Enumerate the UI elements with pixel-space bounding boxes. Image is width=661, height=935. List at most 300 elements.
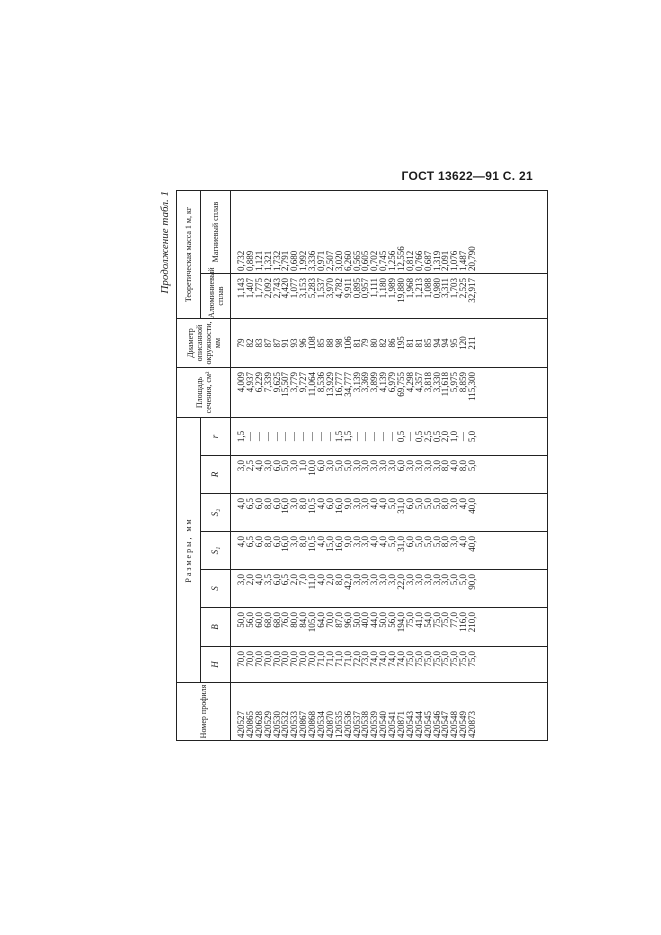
cell-b: 77,0 — [449, 612, 460, 628]
cell-s2: 6,0 — [324, 498, 335, 510]
cell-profile-number: 420543 — [404, 711, 415, 738]
cell-h: 71,0 — [316, 651, 327, 667]
cell-s: 4,0 — [316, 574, 327, 586]
cell-b: 75,0 — [404, 612, 415, 628]
cell-diameter: 86 — [387, 338, 398, 348]
cell-h: 75,0 — [458, 651, 469, 667]
cell-s2: 16,0 — [280, 498, 291, 514]
cell-h: 70,0 — [289, 651, 300, 667]
cell-h: 74,0 — [387, 651, 398, 667]
cell-aluminum: 3,970 — [324, 278, 335, 299]
cell-magnesium: 6,260 — [342, 250, 353, 271]
column-s2 — [231, 494, 548, 532]
cell-profile-number: 420546 — [431, 711, 442, 738]
cell-s: 6,5 — [280, 574, 291, 586]
cell-r: 0,5 — [413, 430, 424, 443]
cell-h: 70,0 — [271, 651, 282, 667]
cell-b: 210,0 — [467, 612, 478, 633]
cell-area: 11,064 — [307, 372, 318, 397]
cell-aluminum: 1,213 — [413, 278, 424, 299]
cell-profile-number: 420541 — [387, 711, 398, 738]
cell-r: 3,0 — [289, 460, 300, 472]
cell-diameter: 96 — [298, 338, 309, 348]
cell-aluminum: 1,088 — [422, 278, 433, 299]
cell-area: 3,139 — [351, 372, 362, 393]
cell-b: 64,0 — [316, 612, 327, 628]
cell-r: — — [280, 432, 291, 441]
cell-area: 8,859 — [458, 372, 469, 393]
cell-r: 8,0 — [458, 460, 469, 472]
cell-diameter: 94 — [431, 338, 442, 348]
cell-profile-number: 420538 — [360, 711, 371, 738]
cell-h: 74,0 — [369, 651, 380, 667]
column-aluminum — [231, 274, 548, 319]
cell-b: 75,0 — [431, 612, 442, 628]
cell-b: 70,0 — [324, 612, 335, 628]
cell-b: 50,0 — [351, 612, 362, 628]
cell-s2: 3,0 — [289, 498, 300, 510]
cell-h: 70,0 — [244, 651, 255, 667]
cell-s1: 8,0 — [262, 536, 273, 548]
cell-h: 75,0 — [413, 651, 424, 667]
cell-s1: 10,5 — [307, 536, 318, 552]
cell-profile-number: 420527 — [236, 711, 246, 738]
cell-r: 1,0 — [449, 430, 460, 443]
cell-s1: 40,0 — [467, 536, 478, 552]
header-s1: S₁ — [201, 532, 231, 570]
cell-h: 75,0 — [422, 651, 433, 667]
cell-area: 13,929 — [324, 372, 335, 397]
cell-s2: 4,0 — [458, 498, 469, 510]
cell-profile-number: 420628 — [253, 711, 264, 738]
cell-magnesium: 20,790 — [467, 246, 478, 271]
cell-s2: 9,0 — [342, 498, 353, 510]
cell-s1: 6,0 — [271, 536, 282, 548]
cell-magnesium: 0,812 — [404, 250, 415, 271]
cell-s2: 31,0 — [396, 498, 407, 514]
cell-s: 42,0 — [342, 574, 353, 590]
cell-s: 2,0 — [244, 574, 255, 586]
cell-area: 4,298 — [404, 372, 415, 393]
cell-area: 3,369 — [360, 372, 371, 393]
cell-b: 116,0 — [458, 612, 469, 632]
cell-aluminum: 1,143 — [236, 278, 246, 299]
cell-s: 3,0 — [236, 574, 246, 586]
cell-area: 16,777 — [333, 372, 344, 397]
cell-s1: 6,0 — [253, 536, 264, 548]
cell-area: 6,229 — [253, 372, 264, 393]
cell-aluminum: 1,775 — [253, 278, 264, 299]
cell-r: 6,0 — [271, 460, 282, 472]
cell-diameter: 85 — [422, 338, 433, 348]
cell-s: 5,0 — [458, 574, 469, 586]
header-b: B — [201, 608, 231, 647]
cell-magnesium: 2,791 — [280, 250, 291, 271]
cell-r: 3,0 — [378, 460, 389, 472]
cell-b: 80,0 — [289, 612, 300, 628]
cell-profile-number: 420549 — [458, 711, 469, 738]
cell-h: 70,0 — [236, 651, 246, 667]
cell-aluminum: 2,092 — [262, 278, 273, 299]
cell-profile-number: 420545 — [422, 711, 433, 738]
cell-profile-number: 420548 — [449, 711, 460, 738]
cell-r: 1,0 — [298, 460, 309, 472]
cell-h: 71,0 — [333, 651, 344, 667]
cell-diameter: 81 — [404, 338, 415, 348]
cell-s1: 6,0 — [404, 536, 415, 548]
cell-r: 1,5 — [236, 430, 246, 443]
cell-s: 6,0 — [271, 574, 282, 586]
cell-r: 0,5 — [396, 430, 407, 443]
cell-aluminum: 5,283 — [307, 278, 318, 299]
cell-magnesium: 0,702 — [369, 250, 380, 271]
cell-s1: 3,0 — [351, 536, 362, 548]
cell-s2: 5,0 — [431, 498, 442, 510]
cell-diameter: 106 — [342, 336, 353, 350]
header-aluminum: Алюминиевый сплав — [201, 274, 231, 319]
cell-aluminum: 1,180 — [378, 278, 389, 299]
cell-aluminum: 1,077 — [289, 278, 300, 299]
column-area — [231, 368, 548, 418]
column-s — [231, 570, 548, 608]
cell-h: 70,0 — [253, 651, 264, 667]
cell-s: 3,0 — [360, 574, 371, 586]
header-s: S — [201, 570, 231, 608]
cell-b: 194,0 — [396, 612, 407, 633]
cell-area: 4,357 — [413, 372, 424, 393]
cell-profile-number: 420533 — [289, 711, 300, 738]
cell-profile-number: 120535 — [333, 711, 344, 738]
header-area: Площадь сечения, см² — [177, 368, 231, 418]
cell-h: 73,0 — [360, 651, 371, 667]
cell-r: 4,0 — [253, 460, 264, 472]
cell-b: 40,0 — [360, 612, 371, 628]
cell-magnesium: 1,321 — [262, 250, 273, 271]
cell-diameter: 82 — [378, 338, 389, 348]
cell-aluminum: 4,420 — [280, 278, 291, 299]
cell-s: 3,0 — [404, 574, 415, 586]
cell-diameter: 88 — [324, 338, 335, 348]
header-magnesium: Магниевый сплав — [201, 190, 231, 273]
cell-r: 3,0 — [422, 460, 433, 472]
cell-r: 1,5 — [333, 430, 344, 443]
cell-magnesium: 1,319 — [431, 250, 442, 271]
cell-h: 75,0 — [467, 651, 478, 667]
cell-r: 4,0 — [449, 460, 460, 472]
cell-r: 3,0 — [324, 460, 335, 472]
cell-area: 8,536 — [316, 372, 327, 393]
cell-r: — — [316, 432, 327, 441]
cell-s2: 5,0 — [413, 498, 424, 510]
cell-r: — — [253, 432, 264, 441]
cell-s1: 4,0 — [316, 536, 327, 548]
cell-s: 4,0 — [253, 574, 264, 586]
column-h — [231, 647, 548, 683]
cell-magnesium: 0,565 — [351, 250, 362, 271]
cell-b: 50,0 — [378, 612, 389, 628]
cell-magnesium: 0,766 — [413, 250, 424, 271]
cell-s: 2,0 — [324, 574, 335, 586]
cell-magnesium: 0,732 — [236, 250, 246, 271]
cell-magnesium: 3,336 — [307, 250, 318, 271]
cell-s1: 4,0 — [236, 536, 246, 548]
cell-magnesium: 1,121 — [253, 250, 264, 271]
page-header: ГОСТ 13622—91 С. 21 — [401, 169, 533, 183]
cell-profile-number: 420871 — [396, 711, 407, 738]
cell-area: 9,727 — [298, 372, 309, 393]
cell-diameter: 211 — [467, 336, 478, 350]
cell-s2: 5,0 — [422, 498, 433, 510]
cell-r: 2,5 — [422, 430, 433, 443]
cell-r: — — [378, 432, 389, 441]
cell-diameter: 80 — [369, 338, 380, 348]
cell-r: 5,0 — [280, 460, 291, 472]
cell-area: 4,139 — [378, 372, 389, 393]
cell-r: 2,0 — [440, 430, 451, 443]
cell-area: 6,979 — [387, 372, 398, 393]
cell-aluminum: 1,703 — [449, 278, 460, 299]
cell-s1: 4,0 — [378, 536, 389, 548]
cell-b: 68,0 — [262, 612, 273, 628]
cell-r: 0,5 — [431, 430, 442, 443]
cell-aluminum: 3,311 — [440, 278, 451, 298]
cell-area: 15,507 — [280, 372, 291, 397]
cell-magnesium: 12,556 — [396, 246, 407, 271]
cell-b: 50,0 — [236, 612, 246, 628]
cell-s: 2,0 — [289, 574, 300, 586]
cell-magnesium: 1,732 — [271, 250, 282, 271]
cell-area: 3,899 — [369, 372, 380, 393]
cell-profile-number: 420536 — [342, 711, 353, 738]
cell-r: — — [324, 432, 335, 441]
cell-aluminum: 9,911 — [342, 278, 353, 298]
cell-aluminum: 32,917 — [467, 278, 478, 303]
cell-s1: 4,0 — [369, 536, 380, 548]
cell-r: 3,0 — [262, 460, 273, 472]
column-magnesium — [231, 190, 548, 273]
cell-s2: 10,5 — [307, 498, 318, 514]
cell-s1: 3,0 — [360, 536, 371, 548]
cell-profile-number: 420539 — [369, 711, 380, 738]
cell-profile-number: 420867 — [298, 711, 309, 738]
cell-r: 1,5 — [342, 430, 353, 443]
cell-r: — — [351, 432, 362, 441]
cell-r: — — [271, 432, 282, 441]
cell-b: 84,0 — [298, 612, 309, 628]
cell-s1: 31,0 — [396, 536, 407, 552]
cell-diameter: 81 — [351, 338, 362, 348]
cell-r: 3,0 — [351, 460, 362, 472]
cell-s: 3,0 — [369, 574, 380, 586]
cell-diameter: 108 — [307, 336, 318, 350]
cell-r: 3,0 — [404, 460, 415, 472]
cell-h: 72,0 — [351, 651, 362, 667]
cell-area: 34,777 — [342, 372, 353, 397]
cell-r: 5,0 — [467, 430, 478, 443]
cell-b: 105,0 — [307, 612, 318, 633]
cell-s2: 8,0 — [440, 498, 451, 510]
cell-r: 5,0 — [342, 460, 353, 472]
cell-h: 70,0 — [298, 651, 309, 667]
cell-aluminum: 1,111 — [369, 278, 380, 298]
cell-aluminum: 4,782 — [333, 278, 344, 299]
cell-r: — — [262, 432, 273, 441]
cell-aluminum: 0,980 — [431, 278, 442, 299]
cell-diameter: 87 — [271, 338, 282, 348]
header-dimensions-group: Размеры, мм — [177, 418, 201, 683]
cell-diameter: 95 — [449, 338, 460, 348]
cell-s2: 8,0 — [298, 498, 309, 510]
cell-s2: 40,0 — [467, 498, 478, 514]
cell-s1: 5,0 — [422, 536, 433, 548]
column-s1 — [231, 532, 548, 570]
cell-aluminum: 2,743 — [271, 278, 282, 299]
cell-r: — — [404, 432, 415, 441]
cell-area: 4,937 — [244, 372, 255, 393]
cell-b: 75,0 — [440, 612, 451, 628]
cell-s: 8,0 — [333, 574, 344, 586]
cell-s1: 5,0 — [413, 536, 424, 548]
cell-r: — — [369, 432, 380, 441]
header-h: H — [201, 647, 231, 683]
cell-s: 3,0 — [422, 574, 433, 586]
cell-h: 74,0 — [396, 651, 407, 667]
cell-r: — — [298, 432, 309, 441]
cell-aluminum: 3,153 — [298, 278, 309, 299]
cell-s: 3,5 — [262, 574, 273, 586]
cell-s1: 16,0 — [333, 536, 344, 552]
cell-s1: 5,0 — [431, 536, 442, 548]
cell-s1: 8,0 — [440, 536, 451, 548]
cell-diameter: 98 — [333, 338, 344, 348]
cell-area: 4,009 — [236, 372, 246, 393]
cell-diameter: 195 — [396, 336, 407, 350]
cell-r: 8,0 — [440, 460, 451, 472]
cell-s2: 4,0 — [378, 498, 389, 510]
cell-s: 3,0 — [431, 574, 442, 586]
cell-diameter: 94 — [440, 338, 451, 348]
cell-s1: 9,0 — [342, 536, 353, 548]
cell-profile-number: 420537 — [351, 711, 362, 738]
cell-area: 5,975 — [449, 372, 460, 393]
cell-r: — — [387, 432, 398, 441]
cell-profile-number: 420547 — [440, 711, 451, 738]
cell-area: 9,625 — [271, 372, 282, 393]
cell-h: 70,0 — [262, 651, 273, 667]
cell-r: 3,0 — [387, 460, 398, 472]
cell-r: 3,0 — [236, 460, 246, 472]
cell-profile-number: 420540 — [378, 711, 389, 738]
cell-s: 3,0 — [387, 574, 398, 586]
cell-b: 41,0 — [413, 612, 424, 628]
cell-magnesium: 0,680 — [289, 250, 300, 271]
cell-magnesium: 2,091 — [440, 250, 451, 271]
cell-s1: 15,0 — [324, 536, 335, 552]
cell-b: 56,0 — [387, 612, 398, 628]
cell-magnesium: 1,992 — [298, 250, 309, 271]
cell-profile-number: 420544 — [413, 711, 424, 738]
column-r-small — [231, 418, 548, 456]
cell-diameter: 79 — [360, 338, 371, 348]
cell-magnesium: 1,256 — [387, 250, 398, 271]
cell-profile-number: 420873 — [467, 711, 478, 738]
cell-h: 70,0 — [307, 651, 318, 667]
cell-magnesium: 0,889 — [244, 250, 255, 271]
cell-r: — — [307, 432, 318, 441]
cell-r: 3,0 — [360, 460, 371, 472]
cell-s: 3,0 — [378, 574, 389, 586]
cell-h: 75,0 — [404, 651, 415, 667]
cell-s2: 5,0 — [387, 498, 398, 510]
cell-h: 70,0 — [280, 651, 291, 667]
cell-h: 75,0 — [431, 651, 442, 667]
cell-s: 3,0 — [440, 574, 451, 586]
cell-s1: 4,0 — [458, 536, 469, 548]
cell-profile-number: 420868 — [307, 711, 318, 738]
cell-b: 56,0 — [244, 612, 255, 628]
cell-b: 76,0 — [280, 612, 291, 628]
cell-diameter: 82 — [244, 338, 255, 348]
cell-profile-number: 420532 — [280, 711, 291, 738]
cell-r: — — [289, 432, 300, 441]
cell-s: 3,0 — [413, 574, 424, 586]
cell-r: — — [360, 432, 371, 441]
cell-aluminum: 0,895 — [351, 278, 362, 299]
cell-profile-number: 420870 — [324, 711, 335, 738]
cell-magnesium: 2,507 — [324, 250, 335, 271]
cell-magnesium: 0,687 — [422, 250, 433, 271]
cell-b: 60,0 — [253, 612, 264, 628]
cell-aluminum: 1,968 — [404, 278, 415, 299]
cell-b: 68,0 — [271, 612, 282, 628]
cell-s2: 3,0 — [351, 498, 362, 510]
cell-aluminum: 1,537 — [316, 278, 327, 299]
cell-area: 7,339 — [262, 372, 273, 393]
cell-area: 3,330 — [431, 372, 442, 393]
cell-profile-number: 420534 — [316, 711, 327, 738]
cell-profile-number: 420530 — [271, 711, 282, 738]
cell-s1: 6,5 — [244, 536, 255, 548]
rotated-table-block — [158, 191, 548, 741]
cell-diameter: 91 — [280, 338, 291, 348]
column-profile-number — [231, 683, 548, 741]
header-r-large: R — [201, 456, 231, 494]
cell-r: 10,0 — [307, 460, 318, 476]
cell-b: 54,0 — [422, 612, 433, 628]
cell-r: — — [244, 432, 255, 441]
cell-r: 6,0 — [396, 460, 407, 472]
cell-s2: 4,0 — [236, 498, 246, 510]
cell-r: 5,0 — [467, 460, 478, 472]
cell-diameter: 87 — [262, 338, 273, 348]
cell-s2: 6,5 — [244, 498, 255, 510]
cell-s1: 8,0 — [298, 536, 309, 548]
cell-diameter: 93 — [289, 338, 300, 348]
cell-aluminum: 1,989 — [387, 278, 398, 299]
cell-s1: 3,0 — [289, 536, 300, 548]
cell-h: 75,0 — [449, 651, 460, 667]
cell-profile-number: 420865 — [244, 711, 255, 738]
cell-magnesium: 1,487 — [458, 250, 469, 271]
cell-magnesium: 1,076 — [449, 250, 460, 271]
cell-diameter: 83 — [253, 338, 264, 348]
cell-s: 5,0 — [449, 574, 460, 586]
cell-profile-number: 420529 — [262, 711, 273, 738]
cell-s2: 6,0 — [271, 498, 282, 510]
cell-s2: 3,0 — [449, 498, 460, 510]
cell-aluminum: 19,880 — [396, 278, 407, 303]
cell-aluminum: 0,957 — [360, 278, 371, 299]
